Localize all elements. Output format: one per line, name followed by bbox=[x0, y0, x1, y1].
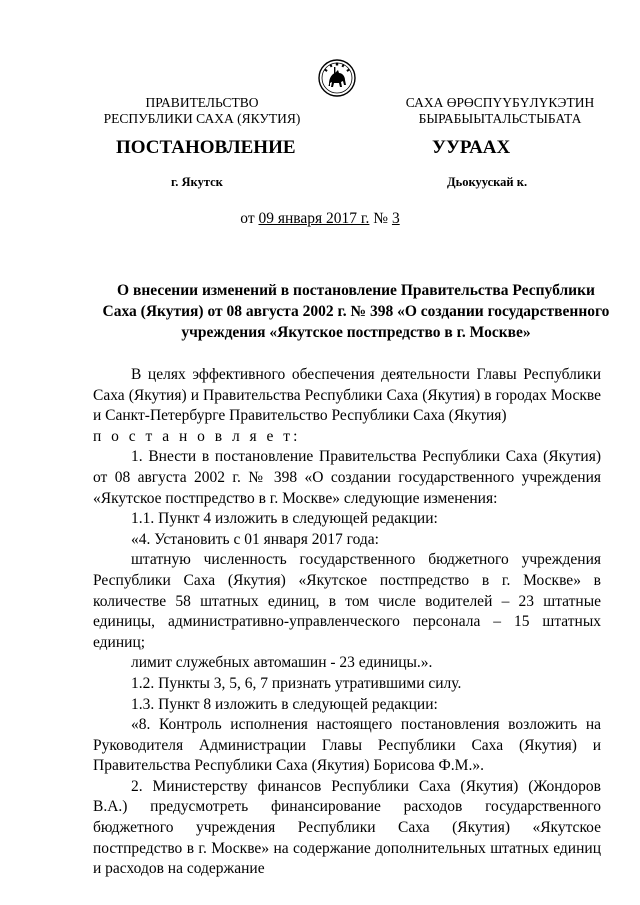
body-paragraph: В целях эффективного обеспечения деятельности Главы Республики Саха (Якутия) и Правительства Республики Саха (Якутия) в городах Москве и Санкт-Петербурге Правительство Республики Саха (Якутия) bbox=[93, 366, 601, 425]
body-paragraph: «4. Установить с 01 января 2017 года: bbox=[131, 530, 379, 548]
body-paragraph: 2. Министерству финансов Республики Саха (Якутия) (Жондоров В.А.) предусмотреть финансирование расходов государственного бюджетного учреждения Республики Саха (Якутия) «Якутское постпредство в г. Москве» на содержание дополнительных штатных единиц и расходов на содержание bbox=[93, 777, 601, 878]
city-ru: г. Якутск bbox=[171, 175, 223, 189]
date-prefix: от bbox=[240, 210, 259, 227]
body-paragraph: штатную численность государственного бюджетного учреждения Республики Саха (Якутия) «Якутское постпредство в г. Москве» в количестве 58 штатных единиц, в том числе водителей – 23 штатные единицы, административно-управленческого персонала – 15 штатных единиц; bbox=[93, 551, 601, 651]
header-left-line2: РЕСПУБЛИКИ САХА (ЯКУТИЯ) bbox=[103, 111, 301, 126]
number-prefix: № bbox=[369, 210, 392, 227]
header-right-line2: БЫРАБЫЫТАЛЬСТЫБАТА bbox=[418, 111, 582, 126]
document-body bbox=[93, 365, 601, 880]
body-paragraph: 1.2. Пункты 3, 5, 6, 7 признать утратившими силу. bbox=[131, 674, 462, 692]
republic-sakha-emblem-icon bbox=[318, 58, 356, 98]
subject-line: Саха (Якутия) от 08 августа 2002 г. № 398 «О создании государственного bbox=[102, 303, 610, 320]
document-type-sah: УУРААХ bbox=[432, 137, 511, 158]
document-number: 3 bbox=[391, 210, 400, 227]
body-paragraph: «8. Контроль исполнения настоящего постановления возложить на Руководителя Администрации Главы Республики Саха (Якутия) и Правительства Республики Саха (Якутия) Борисова Ф.М.». bbox=[93, 716, 601, 775]
document-type-ru: ПОСТАНОВЛЕНИЕ bbox=[116, 137, 296, 158]
header-left-line1: ПРАВИТЕЛЬСТВО bbox=[145, 95, 259, 110]
body-paragraph: 1.1. Пункт 4 изложить в следующей редакции: bbox=[131, 510, 438, 528]
government-name-sah bbox=[382, 95, 618, 127]
city-sah: Дьокуускай к. bbox=[447, 175, 528, 189]
subject-line: учреждения «Якутское постпредство в г. Москве» bbox=[181, 324, 531, 341]
resolves-word: п о с т а н о в л я е т: bbox=[93, 427, 301, 445]
body-paragraph: лимит служебных автомашин - 23 единицы.». bbox=[131, 654, 433, 672]
subject-line: О внесении изменений в постановление Правительства Республики bbox=[117, 282, 595, 299]
body-paragraph: 1.3. Пункт 8 изложить в следующей редакции: bbox=[131, 695, 438, 713]
document-date-number bbox=[0, 210, 640, 228]
government-name-ru bbox=[96, 95, 308, 127]
document-date: 09 января 2017 г. bbox=[258, 210, 370, 227]
document-subject bbox=[96, 280, 616, 343]
header-right-line1: САХА ӨРӨСПҮҮБҮЛҮКЭТИН bbox=[405, 95, 595, 110]
body-paragraph: 1. Внести в постановление Правительства Республики Саха (Якутия) от 08 августа 2002 г. № 398 «О создании государственного учреждения «Якутское постпредство в г. Москве» следующие изменения: bbox=[93, 448, 601, 507]
